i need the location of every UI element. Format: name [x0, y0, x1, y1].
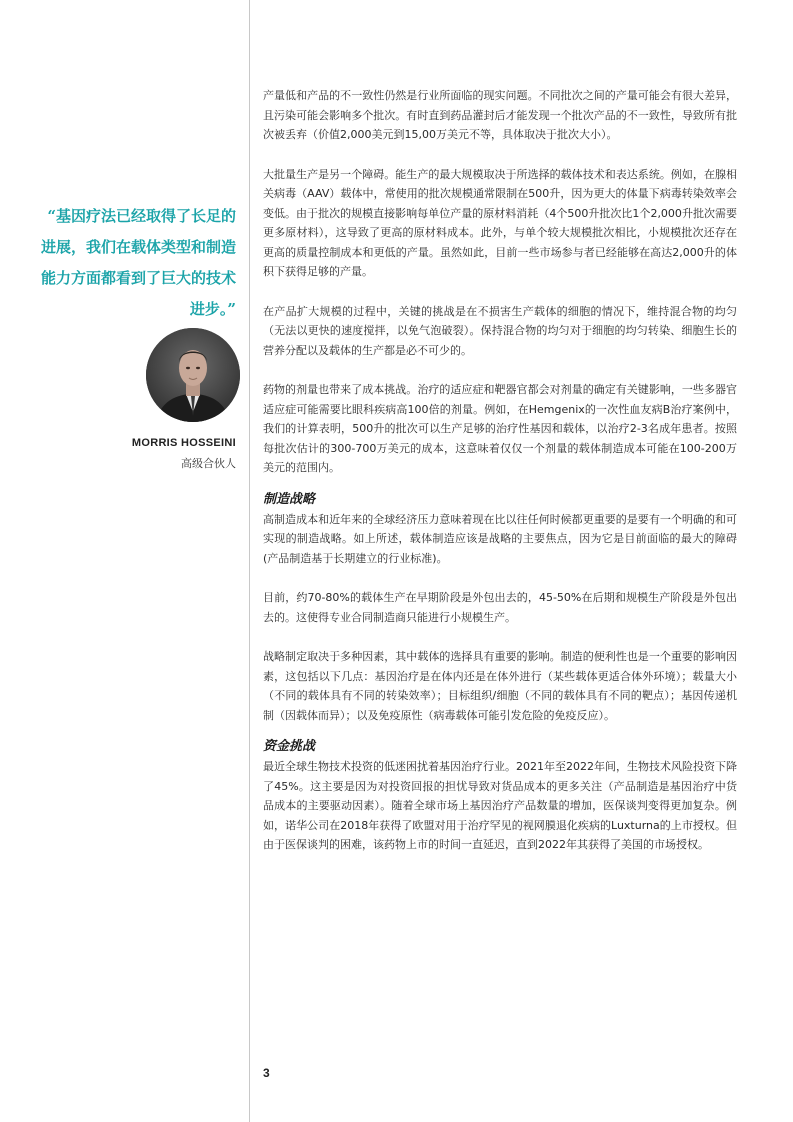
paragraph: 大批量生产是另一个障碍。能生产的最大规模取决于所选择的载体技术和表达系统。例如，在腺相关病毒（AAV）载体中，常使用的批次规模通常限制在500升，因为更大的体量下病毒转染效率会变低。由于批次的规模直接影响每单位产量的原材料消耗（4个500升批次比1个2,000升批次需要更多原材料），这导致了更高的原材料成本。此外，与单个较大规模批次相比，小规模批次还存在更高的质量控制成本和更低的产量。虽然如此，目前一些市场参与者已经能够在高达2,000升的体积下获得足够的产量。	[263, 167, 737, 278]
column-divider	[249, 0, 250, 1122]
section-heading-funding-challenges: 资金挑战	[263, 739, 316, 754]
section-heading-manufacturing-strategy: 制造战略	[263, 491, 316, 507]
paragraph: 高制造成本和近年来的全球经济压力意味着现在比以往任何时候都更重要的是要有一个明确的和可实现的制造战略。如上所述，载体制造应该是战略的主要焦点，因为它是目前面临的最大的障碍(产品制造基于长期建立的行业标准)。	[263, 512, 737, 565]
avatar	[146, 328, 240, 422]
paragraph: 药物的剂量也带来了成本挑战。治疗的适应症和靶器官都会对剂量的确定有关键影响，一些多器官适应症可能需要比眼科疾病高100倍的剂量。例如，在Hemgenix的一次性血友病B治疗案例中，我们的计算表明，500升的批次可以生产足够的治疗性基因和载体，以治疗2-3名成年患者。按照每批次估计的300-700万美元的成本，这意味着仅仅一个剂量的载体制造成本可能在100-200万美元的范围内。	[263, 383, 737, 474]
paragraph: 最近全球生物技术投资的低迷困扰着基因治疗行业。2021年至2022年间，生物技术风险投资下降了45%。这主要是因为对投资回报的担忧导致对货品成本的更多关注（产品制造是基因治疗中货品成本的主要驱动因素）。随着全球市场上基因治疗产品数量的增加，医保谈判变得更加复杂。例如，诺华公司在2018年获得了欧盟对用于治疗罕见的视网膜退化疾病的Luxturna的上市授权。但由于医保谈判的困难，该药物上市的时间一直延迟，直到2022年其获得了美国的市场授权。	[263, 760, 737, 851]
person-name: MORRIS HOSSEINI	[131, 437, 236, 449]
paragraph: 在产品扩大规模的过程中，关键的挑战是在不损害生产载体的细胞的情况下，维持混合物的均匀（无法以更快的速度搅拌，以免气泡破裂）。保持混合物的均匀对于细胞的均匀转染、细胞生长的营养分配以及载体的生产都是必不可少的。	[263, 304, 737, 357]
pull-quote: “基因疗法已经取得了长足的进展，我们在载体类型和制造能力方面都看到了巨大的技术进步。”	[40, 207, 236, 318]
portrait-image	[146, 328, 240, 422]
paragraph: 产量低和产品的不一致性仍然是行业所面临的现实问题。不同批次之间的产量可能会有很大差异，且污染可能会影响多个批次。有时直到药品灌封后才能发现一个批次产品的不一致性，导致所有批次被丢弃（价值2,000美元到15,00万美元不等，具体取决于批次大小）。	[263, 89, 737, 141]
person-title: 高级合伙人	[181, 457, 236, 470]
paragraph: 战略制定取决于多种因素，其中载体的选择具有重要的影响。制造的便利性也是一个重要的影响因素，这包括以下几点：基因治疗是在体内还是在体外进行（某些载体更适合体外环境）；载量大小（不同的载体具有不同的转染效率）；目标组织/细胞（不同的载体具有不同的靶点）；基因传递机制（因载体而异）；以及免疫原性（病毒载体可能引发危险的免疫反应）。	[263, 650, 737, 722]
page-number: 3	[263, 1066, 270, 1080]
main-column	[263, 86, 737, 875]
paragraph: 目前，约70-80%的载体生产在早期阶段是外包出去的，45-50%在后期和规模生产阶段是外包出去的。这使得专业合同制造商只能进行小规模生产。	[263, 591, 737, 624]
